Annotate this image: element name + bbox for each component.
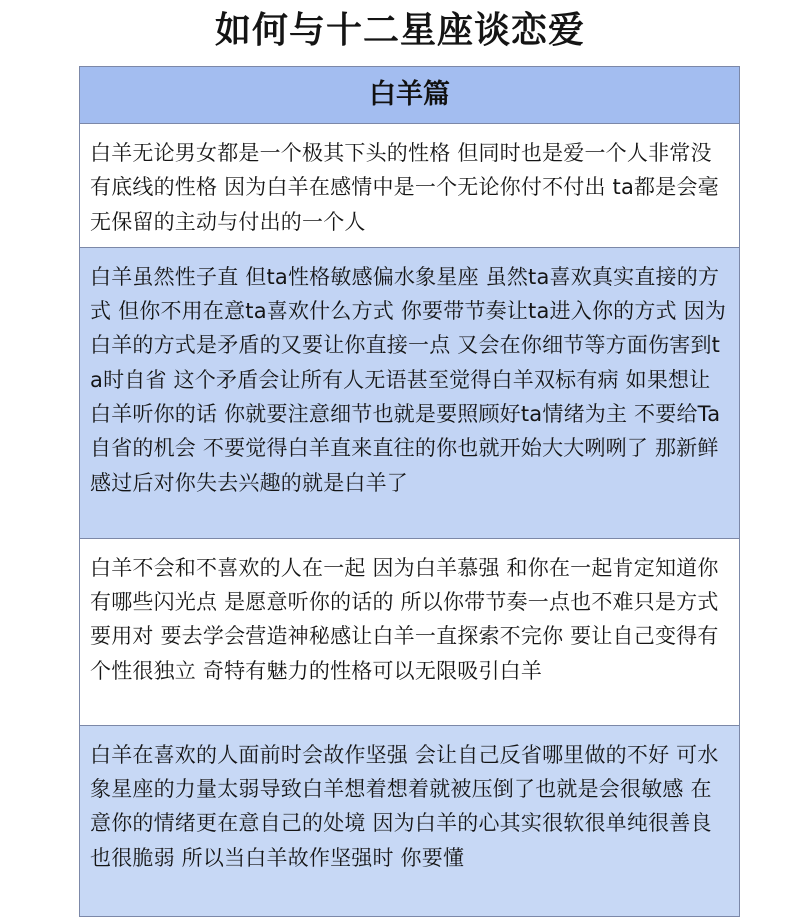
paragraph-cell-4: 白羊在喜欢的人面前时会故作坚强 会让自己反省哪里做的不好 可水象星座的力量太弱导致白羊想着想着就被压倒了也就是会很敏感 在意你的情绪更在意自己的处境 因为白羊的心其实很软很单纯很善良也很脆弱 所以当白羊故作坚强时 你要懂 — [80, 725, 740, 916]
table-row — [80, 538, 740, 725]
table-row — [80, 247, 740, 538]
zodiac-table — [79, 66, 740, 917]
section-header: 白羊篇 — [80, 67, 740, 124]
page-title: 如何与十二星座谈恋爱 — [214, 10, 585, 51]
paragraph-cell-1: 白羊无论男女都是一个极其下头的性格 但同时也是爱一个人非常没有底线的性格 因为白羊在感情中是一个无论你付不付出 ta都是会毫无保留的主动与付出的一个人 — [80, 124, 740, 248]
table-header-row — [80, 67, 740, 124]
paragraph-cell-2: 白羊虽然性子直 但ta性格敏感偏水象星座 虽然ta喜欢真实直接的方式 但你不用在意ta喜欢什么方式 你要带节奏让ta进入你的方式 因为白羊的方式是矛盾的又要让你直接一点 又会在你细节等方面伤害到ta时自省 这个矛盾会让所有人无语甚至觉得白羊双标有病 如果想让白羊听你的话 你就要注意细节也就是要照顾好ta情绪为主 不要给Ta自省的机会 不要觉得白羊直来直往的你也就开始大大咧咧了 那新鲜感过后对你失去兴趣的就是白羊了 — [80, 247, 740, 538]
paragraph-cell-3: 白羊不会和不喜欢的人在一起 因为白羊慕强 和你在一起肯定知道你有哪些闪光点 是愿意听你的话的 所以你带节奏一点也不难只是方式要用对 要去学会营造神秘感让白羊一直探索不完你 要让自己变得有个性很独立 奇特有魅力的性格可以无限吸引白羊 — [80, 538, 740, 725]
table-row — [80, 124, 740, 248]
table-row — [80, 725, 740, 916]
